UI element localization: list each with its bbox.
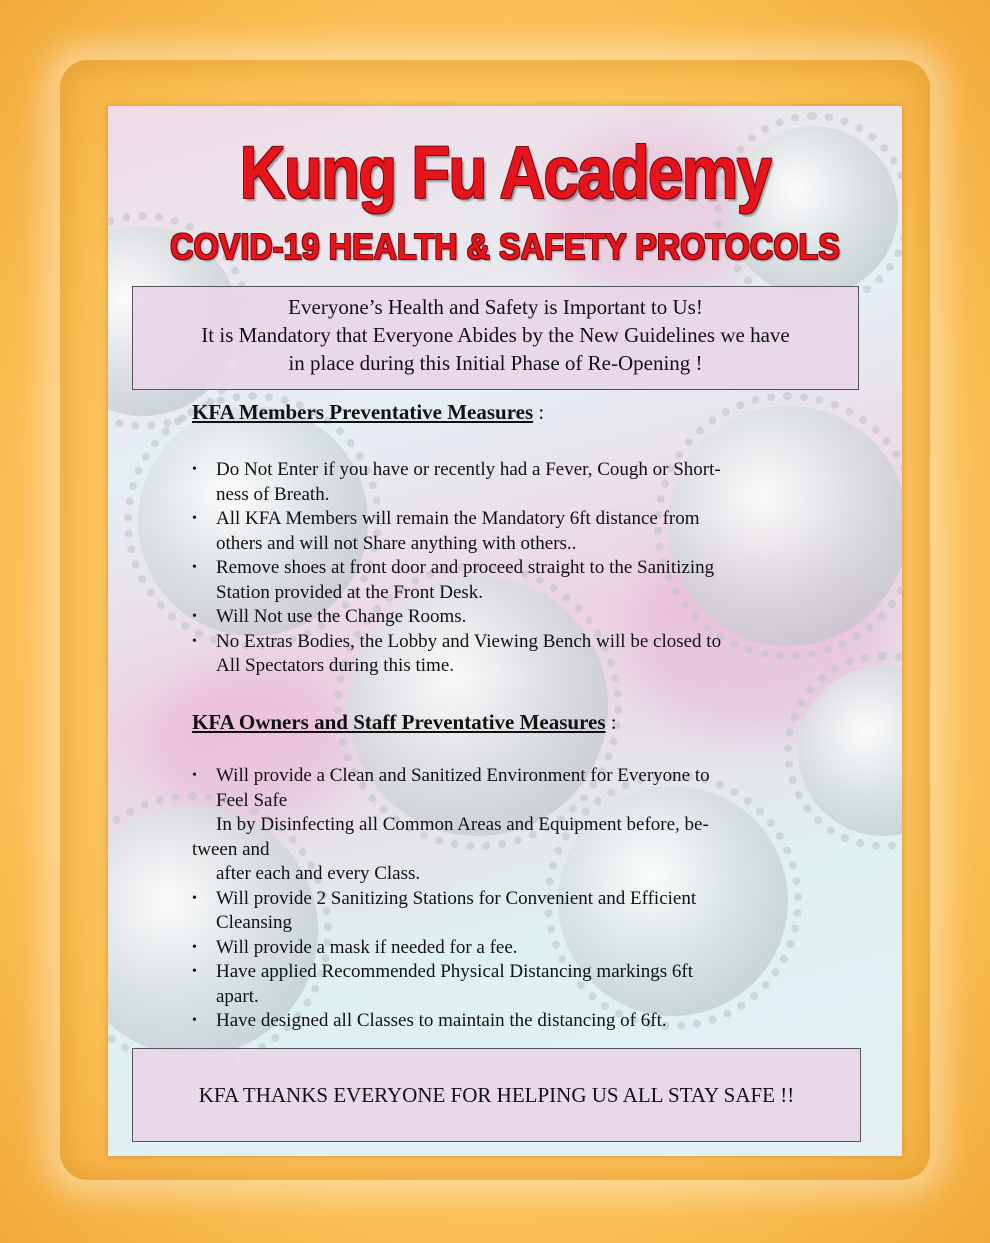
- list-item: • Remove shoes at front door and proceed straight to the Sanitizing: [192, 556, 812, 581]
- members-heading-colon: :: [533, 400, 545, 424]
- list-item: • Have applied Recommended Physical Distancing markings 6ft: [192, 960, 812, 985]
- intro-box: [132, 286, 859, 390]
- list-item: apart.: [216, 985, 259, 1007]
- intro-line: in place during this Initial Phase of Re-Opening !: [288, 351, 703, 375]
- staff-heading-colon: :: [605, 710, 617, 734]
- list-item: • Have designed all Classes to maintain the distancing of 6ft.: [192, 1009, 812, 1034]
- intro-line: It is Mandatory that Everyone Abides by the New Guidelines we have: [201, 323, 790, 347]
- staff-heading: [192, 710, 617, 735]
- list-item: Feel Safe: [216, 789, 288, 811]
- list-item: tween and: [192, 838, 270, 860]
- members-heading: [192, 400, 544, 425]
- list-item: ness of Breath.: [216, 483, 330, 505]
- list-item: Cleansing: [216, 912, 292, 933]
- poster: [108, 106, 902, 1156]
- staff-list: [192, 764, 812, 1034]
- list-item: • Do Not Enter if you have or recently had a Fever, Cough or Short-: [192, 458, 812, 483]
- poster-title: Kung Fu Academy: [239, 131, 771, 214]
- list-item: others and will not Share anything with others..: [216, 532, 577, 554]
- list-item: • Will provide a Clean and Sanitized Environment for Everyone to: [192, 764, 812, 789]
- list-item: after each and every Class.: [216, 863, 421, 884]
- staff-heading-text: KFA Owners and Staff Preventative Measures: [192, 710, 606, 734]
- list-item: All Spectators during this time.: [216, 655, 455, 676]
- list-item: • Will provide a mask if needed for a fee.: [192, 936, 812, 961]
- list-item: In by Disinfecting all Common Areas and Equipment before, be-: [216, 814, 709, 835]
- list-item: • Will Not use the Change Rooms.: [192, 605, 812, 630]
- poster-subtitle: COVID-19 HEALTH & SAFETY PROTOCOLS: [170, 226, 840, 267]
- closing-box: KFA THANKS EVERYONE FOR HELPING US ALL STAY SAFE !!: [132, 1048, 861, 1142]
- list-item: • Will provide 2 Sanitizing Stations for Convenient and Efficient: [192, 887, 812, 912]
- intro-line: Everyone’s Health and Safety is Important to Us!: [288, 295, 703, 319]
- virus-image: [798, 666, 902, 836]
- list-item: Station provided at the Front Desk.: [216, 581, 484, 603]
- list-item: • All KFA Members will remain the Mandatory 6ft distance from: [192, 507, 812, 532]
- members-list: [192, 458, 812, 679]
- list-item: • No Extras Bodies, the Lobby and Viewing Bench will be closed to: [192, 630, 812, 655]
- members-heading-text: KFA Members Preventative Measures: [192, 400, 534, 424]
